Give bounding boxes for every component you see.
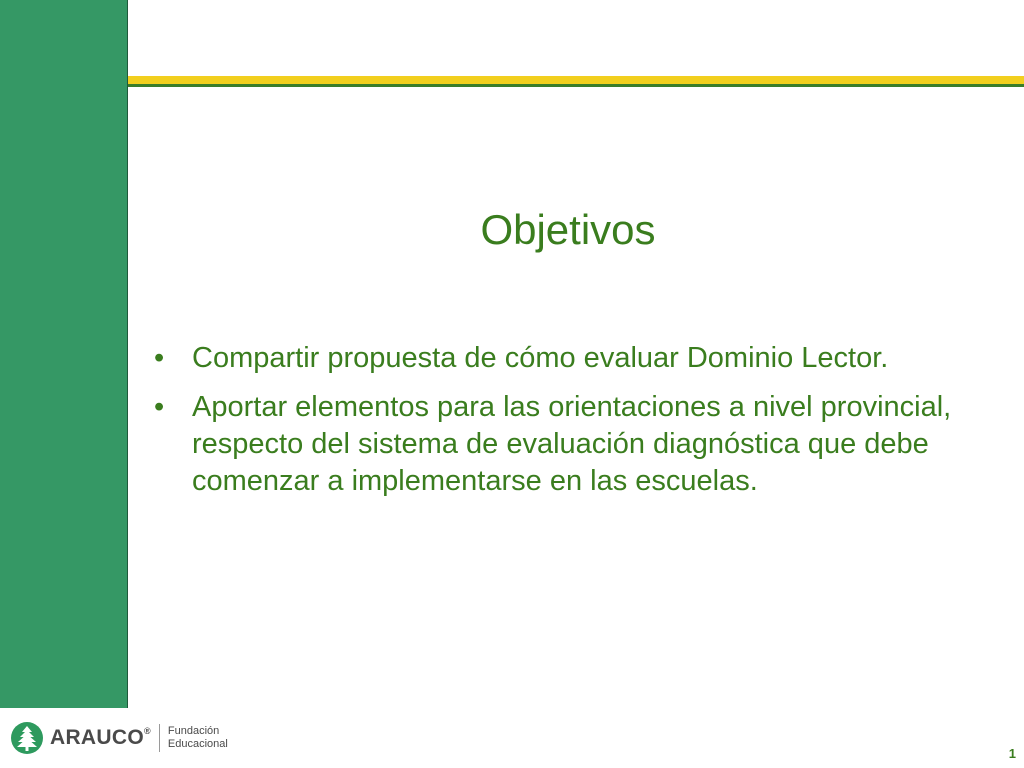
left-sidebar-band (0, 0, 128, 708)
bullet-item (150, 340, 1000, 377)
bullet-text: Aportar elementos para las orientaciones a nivel provincial, respecto del sistema de evaluación diagnóstica que debe comenzar a implementarse en las escuelas. (192, 391, 952, 497)
logo-sub-line-1: Fundación (167, 725, 220, 737)
logo-subtitle (168, 725, 228, 751)
arauco-logo (10, 720, 228, 756)
logo-sub-line-2: Educacional (167, 738, 228, 750)
logo-separator (159, 724, 160, 752)
logo-brand-text: ARAUCO (50, 726, 144, 749)
logo-brand-name (50, 726, 151, 750)
page-number: 1 (1008, 746, 1016, 761)
bullet-mark: • (154, 391, 165, 423)
header-rule-yellow (128, 76, 1024, 84)
logo-registered-mark: ® (143, 726, 151, 736)
header-rule-green (128, 84, 1024, 87)
bullet-text: Compartir propuesta de cómo evaluar Dominio Lector. (192, 342, 889, 374)
tree-icon (10, 721, 44, 755)
bullet-mark: • (154, 342, 165, 374)
bullet-list (150, 340, 1000, 512)
bullet-item (150, 389, 1000, 500)
slide-title: Objetivos (480, 206, 656, 253)
